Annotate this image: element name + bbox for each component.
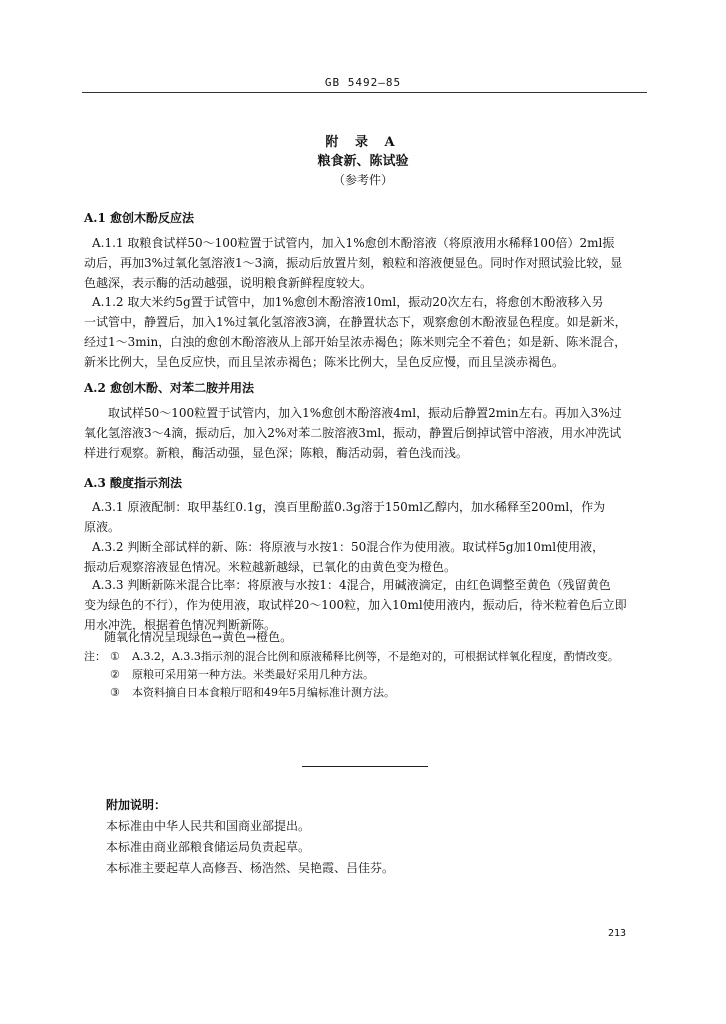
additional-notes xyxy=(106,795,394,879)
header-rule xyxy=(82,92,647,93)
note-text: 本资料摘自日本食粮厅昭和49年5月编标准计测方法。 xyxy=(132,686,395,699)
appendix-title: 附 录 A xyxy=(325,135,401,150)
note-item xyxy=(84,684,619,702)
notes-label: 注： xyxy=(84,650,106,663)
section-divider xyxy=(302,766,428,767)
appendix-subtitle: 粮食新、陈试验 xyxy=(317,154,409,169)
section-a2-paragraph: 取试样50～100粒置于试管内，加入1%愈创木酚溶液4ml，振动后静置2min左右。再加入3%过 氧化氢溶液3～4滴，振动后，加入2%对苯二胺溶液3ml，振动，静置后倒掉试管中溶液，用水冲洗试 样进行观察。新粮，酶活动强，显色深；陈粮，酶活动弱，着色浅而浅。 xyxy=(84,406,622,460)
note-item xyxy=(84,648,619,666)
appendix-reference-note: （参考件） xyxy=(332,173,393,187)
additional-notes-heading: 附加说明： xyxy=(106,798,167,812)
notes-block xyxy=(84,648,619,702)
section-a3-1-paragraph: A.3.1 原液配制：取甲基红0.1g，溴百里酚蓝0.3g溶于150ml乙醇内，加水稀释至200ml，作为 原液。 xyxy=(84,500,606,534)
note-number: ③ xyxy=(110,686,120,699)
additional-notes-line: 本标准由中华人民共和国商业部提出。 xyxy=(106,819,311,833)
note-text: A.3.2，A.3.3指示剂的混合比例和原液稀释比例等，不是绝对的，可根据试样氧化程度，酌情改变。 xyxy=(132,650,619,663)
note-text: 原粮可采用第一种方法。米类最好采用几种方法。 xyxy=(132,668,374,681)
section-a1-heading: A.1 愈创木酚反应法 xyxy=(84,211,195,225)
note-item xyxy=(84,666,619,684)
page-number: 213 xyxy=(608,928,627,939)
section-a3-oxidation-note: 随氧化情况呈现绿色→黄色→橙色。 xyxy=(104,630,293,644)
additional-notes-line: 本标准主要起草人高修吾、杨浩然、吴艳霞、吕佳芬。 xyxy=(106,861,395,875)
note-number: ① xyxy=(110,650,120,663)
section-a2-heading: A.2 愈创木酚、对苯二胺并用法 xyxy=(84,381,255,395)
section-a3-heading: A.3 酸度指示剂法 xyxy=(84,476,183,490)
section-a3-2-paragraph: A.3.2 判断全部试样的新、陈：将原液与水按1：50混合作为使用液。取试样5g加10ml使用液， 振动后观察溶液显色情况。米粒越新越绿，已氧化的由黄色变为橙色。 xyxy=(84,540,605,574)
standard-number: GB 5492—85 xyxy=(324,76,402,89)
section-a3-3-paragraph: A.3.3 判断新陈米混合比率：将原液与水按1：4混合，用碱液滴定，由红色调整至黄色（残留黄色 变为绿色的不行），作为使用液，取试样20～100粒，加入10ml使用液内，振动后，待米粒着色后立即 用水冲洗，根据着色情况判断新陈。 xyxy=(84,578,627,632)
section-a1-1-paragraph: A.1.1 取粮食试样50～100粒置于试管内，加入1%愈创木酚溶液（将原液用水稀释100倍）2ml振 动后，再加3%过氧化氢溶液1～3滴，振动后放置片刻，粮粒和溶液便显色。同时作对照试验比较，显 色越深，表示酶的活动越强，说明粮食新鲜程度较大。 xyxy=(84,236,623,290)
section-a1-2-paragraph: A.1.2 取大米约5g置于试管中，加1%愈创木酚溶液10ml，振动20次左右，将愈创木酚液移入另 一试管中，静置后，加入1%过氧化氢溶液3滴，在静置状态下，观察愈创木酚液显色程度。如是新米， 经过1～3min，白浊的愈创木酚溶液从上部开始呈浓赤褐色；陈米则完全不着色；如是新、陈米混合， 新米比例大，呈色反应快，而且呈浓赤褐色；陈米比例大，呈色反应慢，而且呈淡赤褐色。 xyxy=(84,295,627,369)
additional-notes-line: 本标准由商业部粮食储运局负责起草。 xyxy=(106,840,311,854)
note-number: ② xyxy=(110,668,120,681)
